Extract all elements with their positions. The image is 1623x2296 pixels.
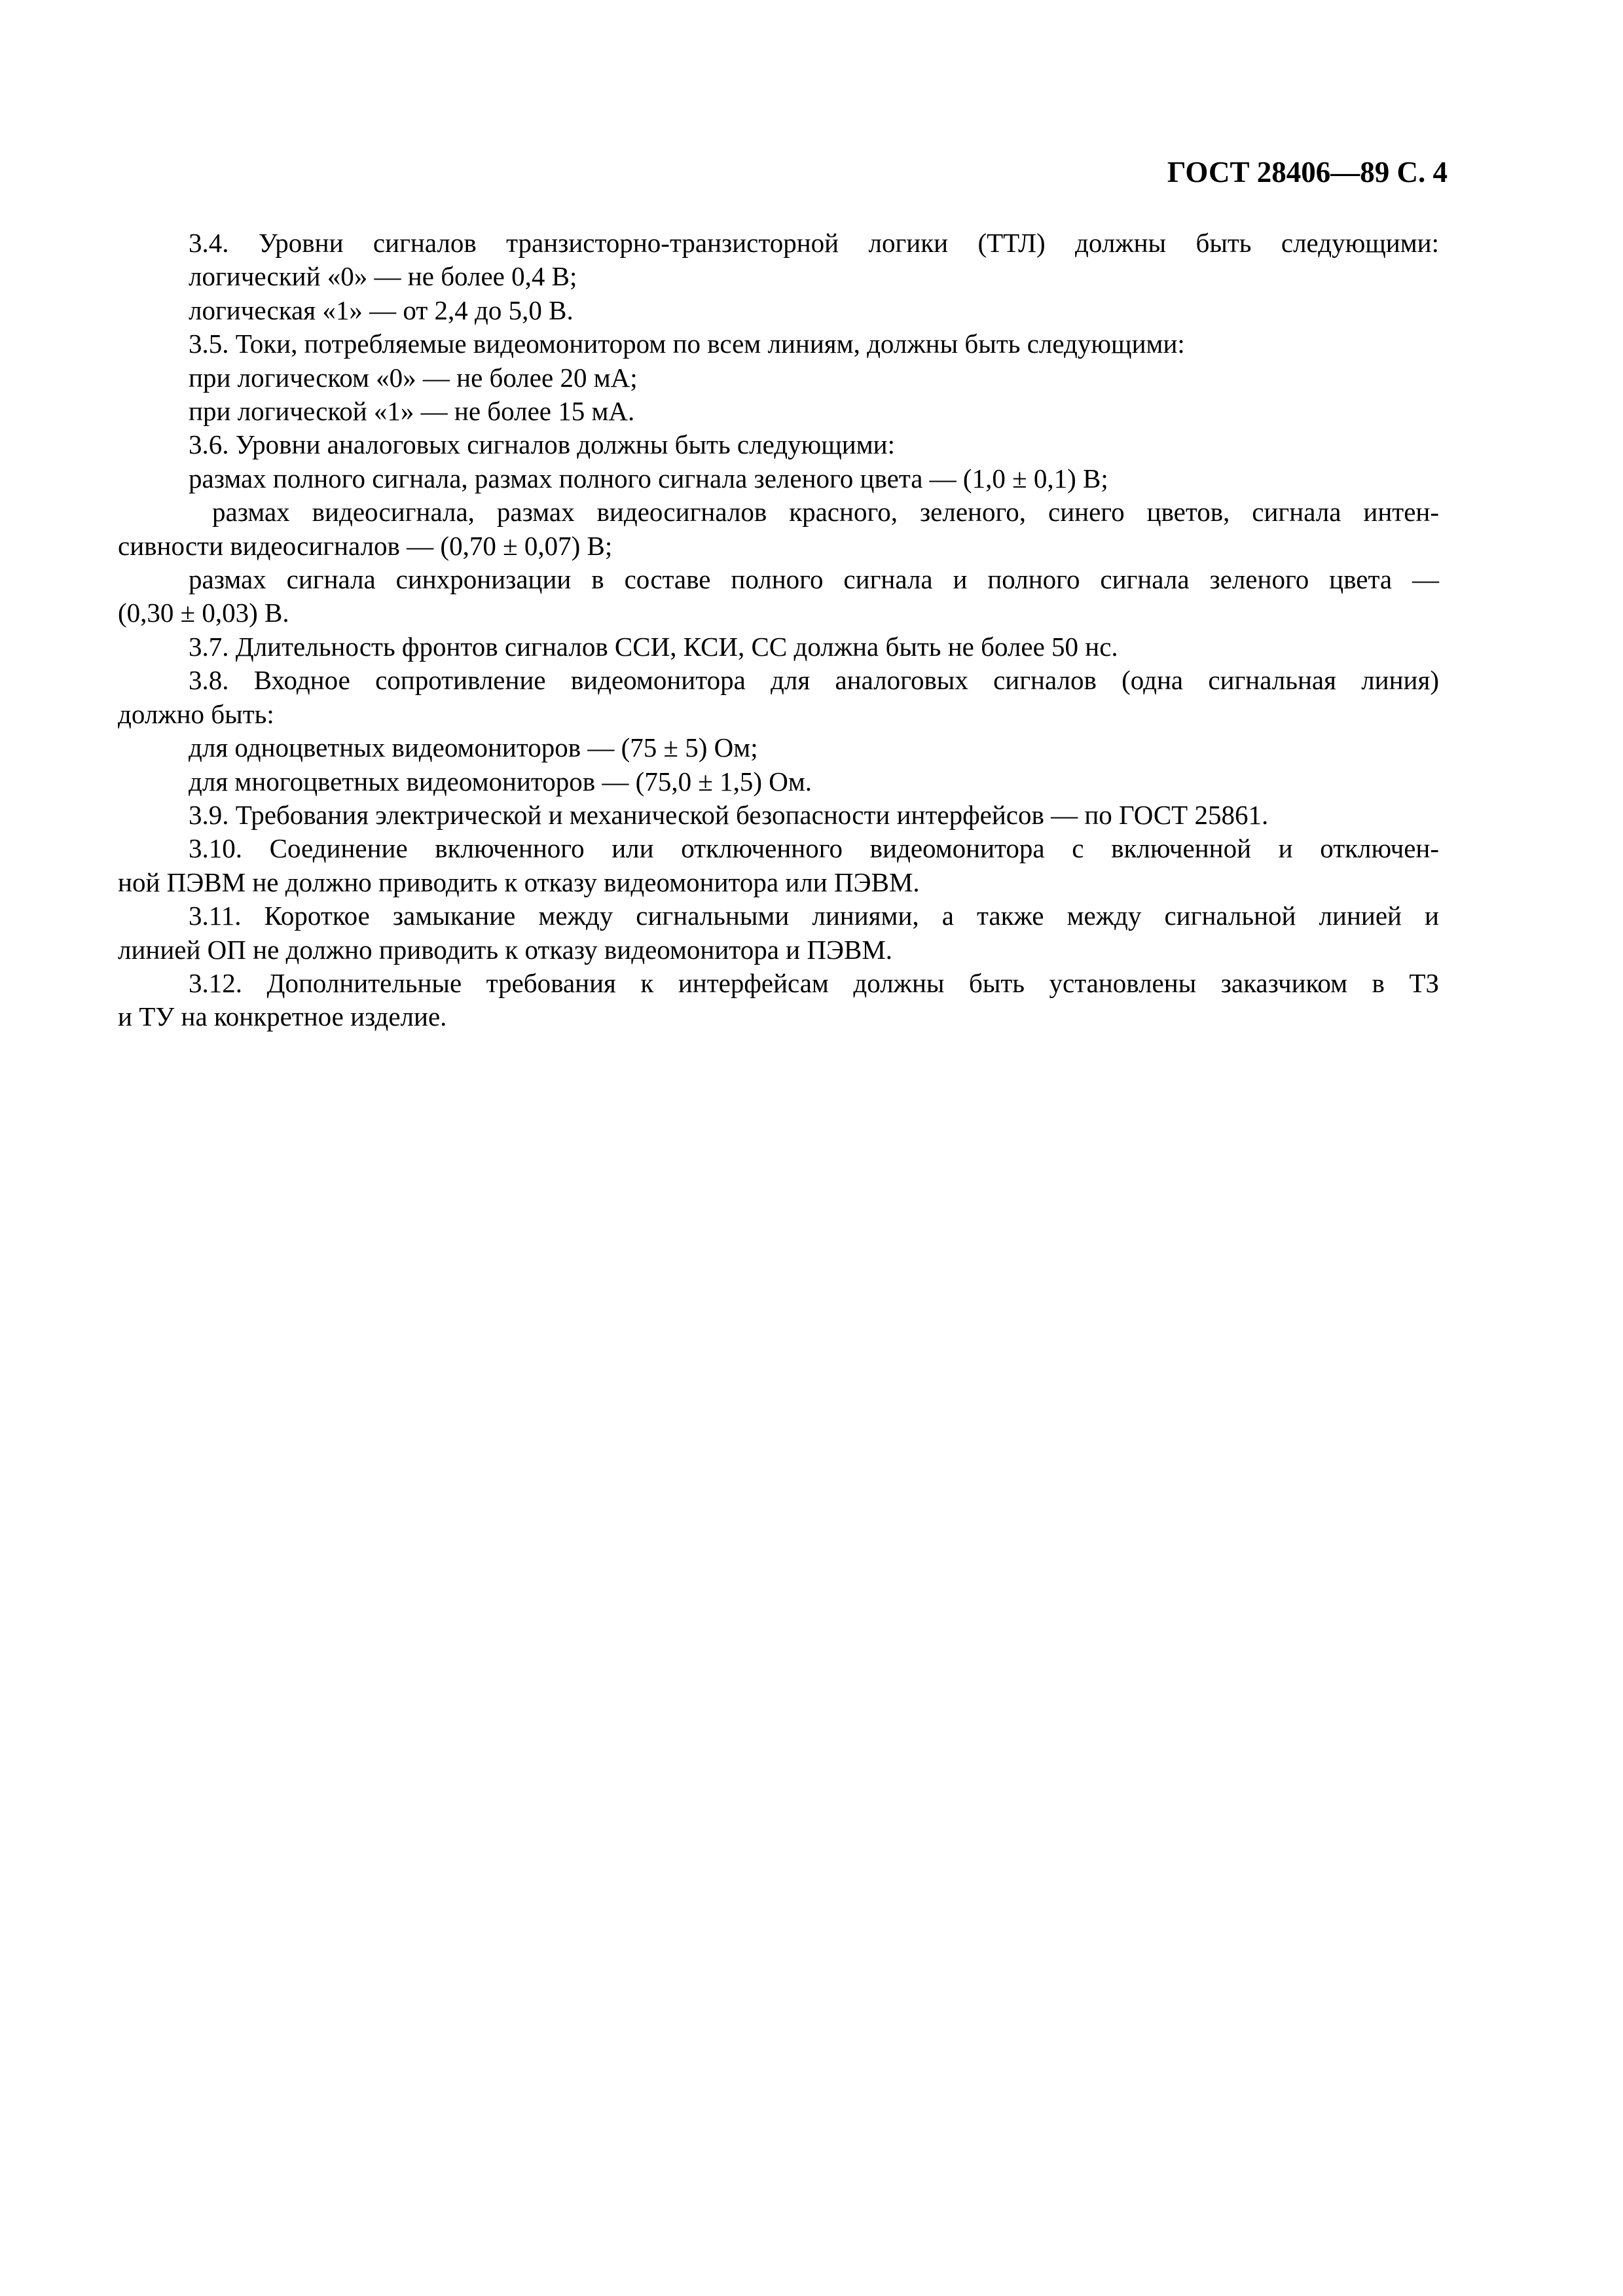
text-line: 3.10. Соединение включенного или отключенного видеомонитора с включенной и отключен- — [189, 833, 1439, 864]
page-header: ГОСТ 28406—89 С. 4 — [1167, 156, 1448, 188]
text-line: логическая «1» — от 2,4 до 5,0 В. — [189, 295, 574, 325]
text-line: должно быть: — [118, 698, 274, 729]
text-line: линией ОП не должно приводить к отказу видеомонитора и ПЭВМ. — [118, 934, 893, 965]
text-line: логический «0» — не более 0,4 В; — [189, 261, 577, 292]
text-line: 3.9. Требования электрической и механической безопасности интерфейсов — по ГОСТ 25861. — [189, 799, 1269, 830]
text-line: 3.5. Токи, потребляемые видеомонитором по всем линиям, должны быть следующими: — [189, 329, 1185, 359]
text-line: размах полного сигнала, размах полного сигнала зеленого цвета — (1,0 ± 0,1) В; — [189, 463, 1108, 493]
text-line: ной ПЭВМ не должно приводить к отказу видеомонитора или ПЭВМ. — [118, 867, 920, 897]
text-line: 3.8. Входное сопротивление видеомонитора для аналоговых сигналов (одна сигнальная линия) — [189, 665, 1439, 696]
text-line: для одноцветных видеомониторов — (75 ± 5) Ом; — [189, 732, 758, 763]
text-line: 3.11. Короткое замыкание между сигнальными линиями, а также между сигнальной линией и — [189, 901, 1439, 931]
text-line: размах видеосигнала, размах видеосигналов красного, зеленого, синего цветов, сигнала интен- — [212, 497, 1439, 528]
text-line: 3.6. Уровни аналоговых сигналов должны быть следующими: — [189, 429, 896, 460]
text-line: 3.12. Дополнительные требования к интерфейсам должны быть установлены заказчиком в ТЗ — [189, 967, 1439, 998]
text-line: размах сигнала синхронизации в составе полного сигнала и полного сигнала зеленого цвета — — [189, 564, 1439, 595]
document-body — [118, 226, 1439, 1034]
text-line: при логической «1» — не более 15 мА. — [189, 396, 635, 427]
text-line: для многоцветных видеомониторов — (75,0 ± 1,5) Ом. — [189, 766, 812, 797]
text-line: (0,30 ± 0,03) В. — [118, 598, 289, 628]
text-line: 3.7. Длительность фронтов сигналов ССИ, КСИ, СС должна быть не более 50 нс. — [189, 631, 1118, 662]
text-line: при логическом «0» — не более 20 мА; — [189, 362, 638, 393]
text-line: и ТУ на конкретное изделие. — [118, 1001, 447, 1032]
text-line: 3.4. Уровни сигналов транзисторно-транзисторной логики (ТТЛ) должны быть следующими: — [189, 228, 1439, 258]
text-line: сивности видеосигналов — (0,70 ± 0,07) В; — [118, 530, 613, 561]
